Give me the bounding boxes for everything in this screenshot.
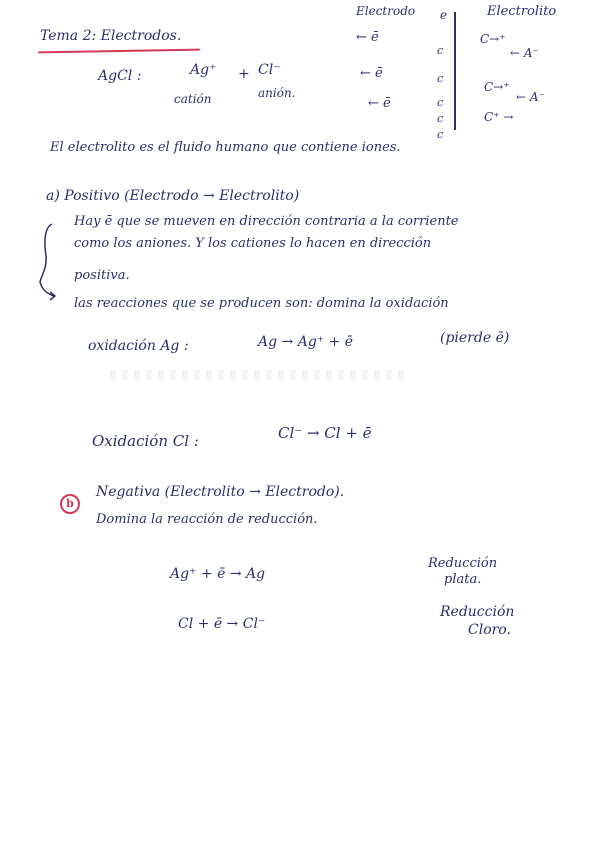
- oxidation-cl-equation: Cl⁻ → Cl + ē: [278, 424, 372, 442]
- anion-label: anión.: [258, 86, 296, 100]
- part-a-heading: a) Positivo (Electrodo → Electrolito): [46, 188, 300, 204]
- oxidation-ag-note: (pierde ē): [440, 330, 510, 346]
- part-b-marker: b: [60, 494, 80, 514]
- part-b-heading: Negativa (Electrolito → Electrodo).: [96, 484, 345, 500]
- right-anion-2: ← A⁻: [516, 90, 545, 104]
- part-a-line-3: positiva.: [74, 268, 130, 283]
- interface-mark-1: c: [437, 44, 444, 57]
- interface-mark-3: c: [437, 96, 444, 109]
- title-underline: [38, 49, 200, 54]
- interface-mark-2: c: [437, 72, 444, 85]
- faint-bleed-through: [110, 370, 410, 380]
- reduction-ag-note-1: Reducción: [428, 556, 498, 571]
- right-cation-1: C→⁺: [480, 32, 506, 46]
- interface-mark-5: c: [437, 128, 444, 141]
- reactions-intro: las reacciones que se producen son: domina la oxidación: [74, 296, 449, 311]
- reduction-cl-note-2: Cloro.: [468, 622, 511, 638]
- agcl-formula: AgCl :: [98, 68, 142, 84]
- electrode-label: Electrodo: [356, 4, 416, 18]
- agcl-cation: Ag⁺: [190, 62, 217, 78]
- interface-mark-4: c: [437, 112, 444, 125]
- reduction-ag-equation: Ag⁺ + ē → Ag: [170, 566, 266, 582]
- reduction-ag-note-2: plata.: [444, 572, 482, 587]
- oxidation-ag-equation: Ag → Ag⁺ + ē: [258, 334, 354, 350]
- part-a-line-2: como los aniones. Y los cationes lo hacen en dirección: [74, 236, 432, 251]
- brace-icon: [38, 222, 56, 300]
- right-cation-2: C→⁺: [484, 80, 510, 94]
- agcl-plus: +: [238, 66, 250, 82]
- interface-line: [454, 12, 456, 130]
- top-mark: e: [440, 8, 448, 22]
- part-b-line-1: Domina la reacción de reducción.: [96, 512, 318, 527]
- agcl-anion: Cl⁻: [258, 62, 281, 78]
- page-title: Tema 2: Electrodos.: [40, 28, 182, 44]
- left-electron-3: ← ē: [368, 96, 391, 111]
- cation-label: catión: [174, 92, 212, 106]
- part-a-line-1: Hay ē que se mueven en dirección contraria a la corriente: [74, 214, 459, 229]
- reduction-cl-note-1: Reducción: [440, 604, 515, 620]
- reduction-cl-equation: Cl + ē → Cl⁻: [178, 616, 266, 632]
- right-anion-1: ← A⁻: [510, 46, 539, 60]
- right-cation-3: C⁺ →: [484, 110, 514, 124]
- left-electron-1: ← ē: [356, 30, 379, 45]
- electrolyte-label: Electrolito: [487, 4, 557, 19]
- definition: El electrolito es el fluido humano que contiene iones.: [50, 140, 401, 155]
- left-electron-2: ← ē: [360, 66, 383, 81]
- oxidation-ag-label: oxidación Ag :: [88, 338, 189, 354]
- oxidation-cl-label: Oxidación Cl :: [92, 432, 199, 450]
